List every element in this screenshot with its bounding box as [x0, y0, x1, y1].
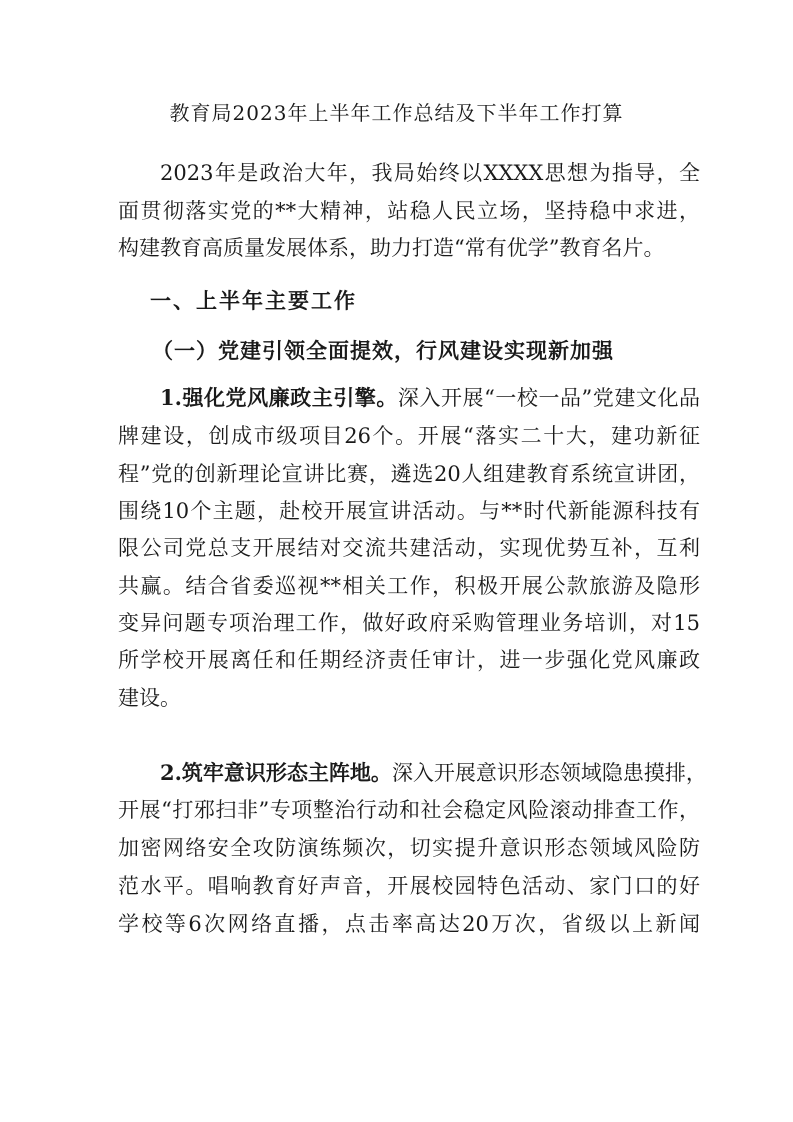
item2-line: 学校等6次网络直播，点击率高达20万次，省级以上新闻: [118, 912, 700, 936]
item1-line: 围绕10个主题，赴校开展宣讲活动。与**时代新能源科技有: [118, 499, 700, 523]
item2-line: 加密网络安全攻防演练频次，切实提升意识形态领域风险防: [118, 836, 700, 860]
item2-line: 开展“打邪扫非”专项整治行动和社会稳定风险滚动排查工作，: [118, 798, 700, 822]
document-title: 教育局2023年上半年工作总结及下半年工作打算: [169, 101, 624, 125]
item1-line: 建设。: [118, 686, 181, 710]
item2-lead: 2.筑牢意识形态主阵地。: [160, 760, 392, 785]
intro-line: 构建教育高质量发展体系，助力打造“常有优学”教育名片。: [118, 236, 665, 260]
item1-line: 共赢。结合省委巡视**相关工作，积极开展公款旅游及隐形: [118, 574, 700, 598]
item1-line: 牌建设，创成市级项目26个。开展“落实二十大，建功新征: [118, 424, 700, 448]
item2-first-text: 深入开展意识形态领域隐患摸排，: [391, 761, 707, 785]
item1-first-text: 深入开展“一校一品”党建文化品: [397, 386, 700, 410]
item1-line: 变异问题专项治理工作，做好政府采购管理业务培训，对15: [118, 611, 700, 635]
item1-line: 程”党的创新理论宣讲比赛，遴选20人组建教育系统宣讲团，: [118, 462, 700, 486]
item1-line: 限公司党总支开展结对交流共建活动，实现优势互补，互利: [118, 536, 700, 560]
subsection-heading: （一）党建引领全面提效，行风建设实现新加强: [152, 338, 614, 363]
intro-line: 面贯彻落实党的**大精神，站稳人民立场，坚持稳中求进，: [118, 199, 700, 223]
intro-line: 2023年是政治大年，我局始终以XXXX思想为指导，全: [160, 161, 700, 185]
item1-lead: 1.强化党风廉政主引擎。: [160, 385, 398, 410]
item1-line: 所学校开展离任和任期经济责任审计，进一步强化党风廉政: [118, 648, 700, 672]
section-heading: 一、上半年主要工作: [150, 288, 357, 313]
item2-line: 范水平。唱响教育好声音，开展校园特色活动、家门口的好: [118, 874, 700, 898]
item1-first-line: [160, 385, 700, 411]
item2-first-line: [160, 760, 707, 786]
